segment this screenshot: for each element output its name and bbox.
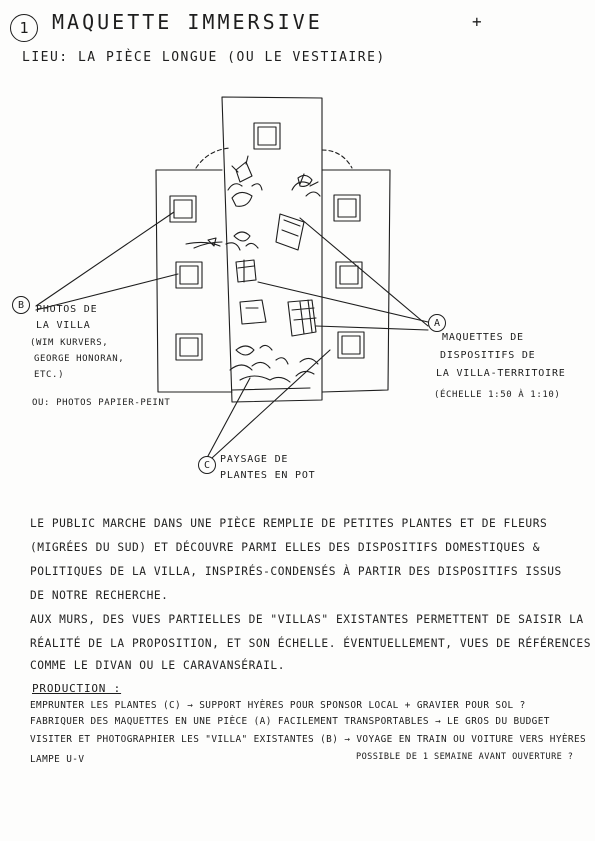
model-cage	[288, 300, 316, 336]
marker-a: A	[428, 314, 446, 332]
production-title: PRODUCTION :	[32, 682, 122, 695]
body-line-1: LE PUBLIC MARCHE DANS UNE PIÈCE REMPLIE DE PETITES PLANTES ET DE FLEURS	[30, 517, 548, 530]
plant-cluster-bottom	[230, 345, 318, 390]
body-line-2: (MIGRÉES DU SUD) ET DÉCOUVRE PARMI ELLES DES DISPOSITIFS DOMESTIQUES &	[30, 541, 540, 554]
annotation-b-alt: OU: PHOTOS PAPIER-PEINT	[32, 398, 171, 408]
body-line-6: RÉALITÉ DE LA PROPOSITION, ET SON ÉCHELLE. ÉVENTUELLEMENT, VUES DE RÉFÉRENCES	[30, 637, 591, 650]
annotation-b-sub-2: GEORGE HONORAN,	[34, 354, 125, 364]
location-line: LIEU: LA PIÈCE LONGUE (OU LE VESTIAIRE)	[22, 50, 386, 65]
annotation-a-scale: (ÉCHELLE 1:50 À 1:10)	[434, 390, 561, 400]
annotation-b-line-1: PHOTOS DE	[36, 304, 98, 315]
production-line-3: VISITER ET PHOTOGRAPHIER LES "VILLA" EXISTANTES (B) → VOYAGE EN TRAIN OU VOITURE VERS HYÈRES	[30, 734, 587, 745]
annotation-a-line-3: LA VILLA-TERRITOIRE	[436, 368, 566, 379]
body-line-5: AUX MURS, DES VUES PARTIELLES DE "VILLAS" EXISTANTES PERMETTENT DE SAISIR LA	[30, 613, 584, 626]
section-number: 1	[10, 14, 38, 42]
pointer-c-2	[212, 350, 330, 458]
annotation-b-sub-3: ETC.)	[34, 370, 65, 380]
annotation-b-sub-1: (WIM KURVERS,	[30, 338, 109, 348]
pointer-a-3	[316, 326, 428, 330]
production-line-5: POSSIBLE DE 1 SEMAINE AVANT OUVERTURE ?	[356, 752, 574, 762]
annotation-b-line-2: LA VILLA	[36, 320, 91, 331]
pointer-c-1	[208, 378, 250, 456]
annotation-a-line-1: MAQUETTES DE	[442, 332, 524, 343]
long-room-outline	[222, 97, 322, 402]
plant-cluster-top	[228, 156, 262, 206]
body-line-3: POLITIQUES DE LA VILLA, INSPIRÉS-CONDENSÉS À PARTIR DES DISPOSITIFS ISSUS	[30, 565, 562, 578]
plant-cluster-right	[292, 174, 320, 196]
page-title: MAQUETTE IMMERSIVE	[52, 10, 323, 34]
body-line-4: DE NOTRE RECHERCHE.	[30, 589, 169, 602]
model-bed	[276, 214, 304, 250]
production-line-1: EMPRUNTER LES PLANTES (C) → SUPPORT HYÈRES POUR SPONSOR LOCAL + GRAVIER POUR SOL ?	[30, 700, 526, 711]
dashed-projection	[196, 148, 230, 168]
model-chair	[236, 260, 256, 282]
annotation-c-line-1: PAYSAGE DE	[220, 454, 289, 465]
model-table	[240, 300, 266, 324]
annotation-c-line-2: PLANTES EN POT	[220, 470, 316, 481]
marker-c: C	[198, 456, 216, 474]
corner-mark: +	[472, 12, 483, 31]
body-line-7: COMME LE DIVAN OU LE CARAVANSÉRAIL.	[30, 659, 285, 672]
production-line-2: FABRIQUER DES MAQUETTES EN UNE PIÈCE (A) FACILEMENT TRANSPORTABLES → LE GROS DU BUDGET	[30, 716, 550, 727]
marker-b: B	[12, 296, 30, 314]
pointer-a-2	[300, 218, 428, 326]
left-wing-outline	[156, 170, 232, 392]
production-line-4: LAMPE U-V	[30, 754, 85, 765]
annotation-a-line-2: DISPOSITIFS DE	[440, 350, 536, 361]
pointer-b-1	[36, 212, 174, 306]
plant-cluster-mid	[186, 232, 258, 250]
